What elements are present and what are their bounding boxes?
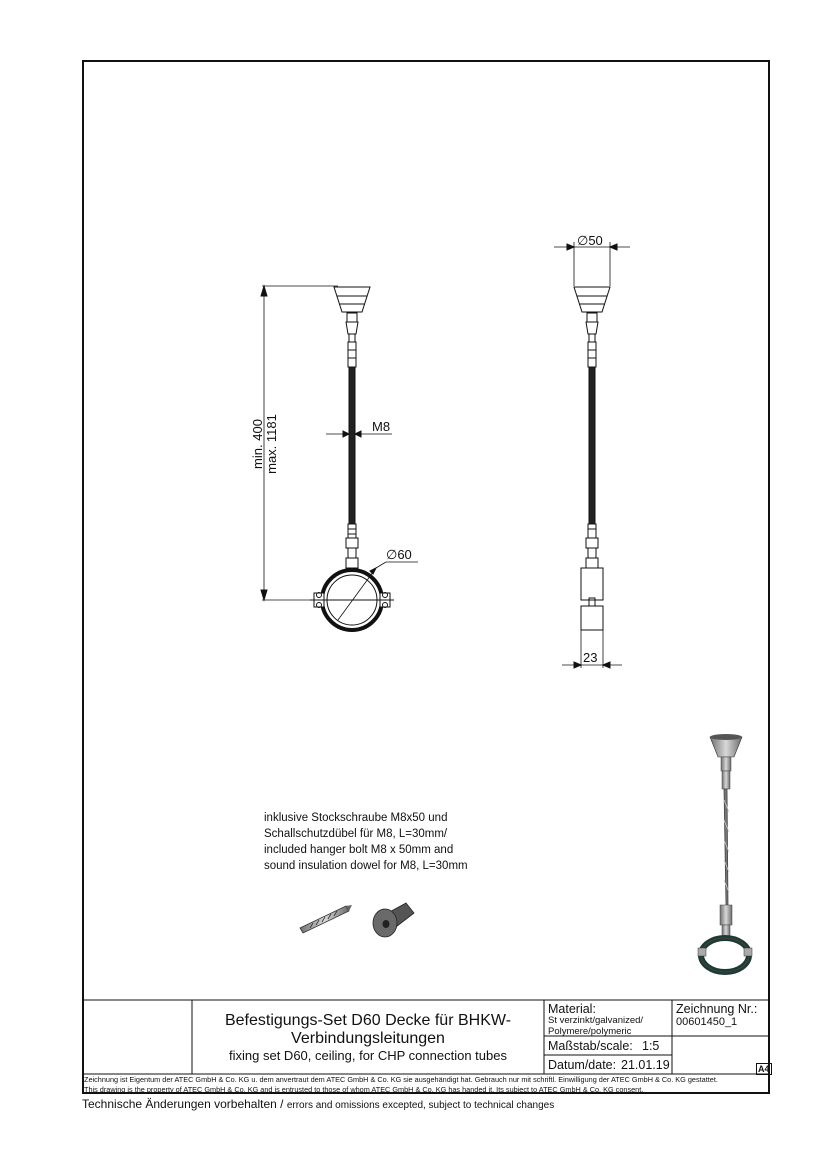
diameter-clamp-label: ∅60 — [386, 547, 412, 562]
disclaimer-german: Zeichnung ist Eigentum der ATEC GmbH & Co. KG u. dem anvertraut dem ATEC GmbH & Co. KG sie ausgehändigt hat. Gebrauch nur mit schriftl. Einwilligung der ATEC GmbH & Co. KG gestattet. — [84, 1075, 718, 1084]
included-parts-note — [264, 810, 468, 874]
material-label: Material: — [548, 1002, 596, 1016]
side-view — [554, 242, 630, 668]
ownership-disclaimer — [84, 1075, 768, 1094]
width-side-label: 23 — [583, 650, 598, 665]
date-label: Datum/date: — [548, 1058, 617, 1072]
length-min-label: min. 400 — [250, 419, 265, 469]
material-value-line-1: St verzinkt/galvanized/ — [548, 1015, 644, 1026]
note-line: included hanger bolt M8 x 50mm and — [264, 844, 454, 856]
scale-label: Maßstab/scale: — [548, 1039, 633, 1053]
assembly-render — [698, 734, 752, 972]
diameter-top-label: ∅50 — [577, 233, 603, 248]
disclaimer-english: This drawing is the property of ATEC GmbH & Co. KG and is entrusted to those of whom ATEC GmbH & Co. KG has handed it. Its subject to ATEC GmbH & Co. KG consent. — [84, 1084, 644, 1094]
dowel-render — [373, 903, 414, 937]
note-line: sound insulation dowel for M8, L=30mm — [264, 860, 468, 872]
title-german-line-2: Verbindungsleitungen — [291, 1030, 445, 1047]
hanger-bolt-render — [300, 905, 352, 933]
footer-note — [82, 1097, 554, 1111]
front-view — [261, 286, 418, 630]
material-value — [548, 1015, 643, 1037]
title-english: fixing set D60, ceiling, for CHP connection tubes — [229, 1048, 507, 1063]
footer-german: Technische Änderungen vorbehalten / — [82, 1097, 284, 1111]
note-line: inklusive Stockschraube M8x50 und — [264, 812, 448, 824]
material-value-line-2: Polymere/polymeric — [548, 1026, 632, 1037]
footer-english: errors and omissions excepted, subject to technical changes — [286, 1100, 555, 1111]
title-german-line-1: Befestigungs-Set D60 Decke für BHKW- — [224, 1012, 512, 1029]
length-max-label: max. 1181 — [264, 414, 279, 474]
scale-value: 1:5 — [642, 1039, 660, 1053]
thread-label: M8 — [372, 419, 391, 434]
drawing-number-value: 00601450_1 — [676, 1016, 738, 1028]
date-value: 21.01.19 — [621, 1058, 670, 1072]
drawing-number-label: Zeichnung Nr.: — [676, 1002, 758, 1016]
paper-format-badge: A4 — [758, 1064, 770, 1074]
title-german — [192, 1012, 544, 1048]
note-line: Schallschutzdübel für M8, L=30mm/ — [264, 828, 448, 840]
